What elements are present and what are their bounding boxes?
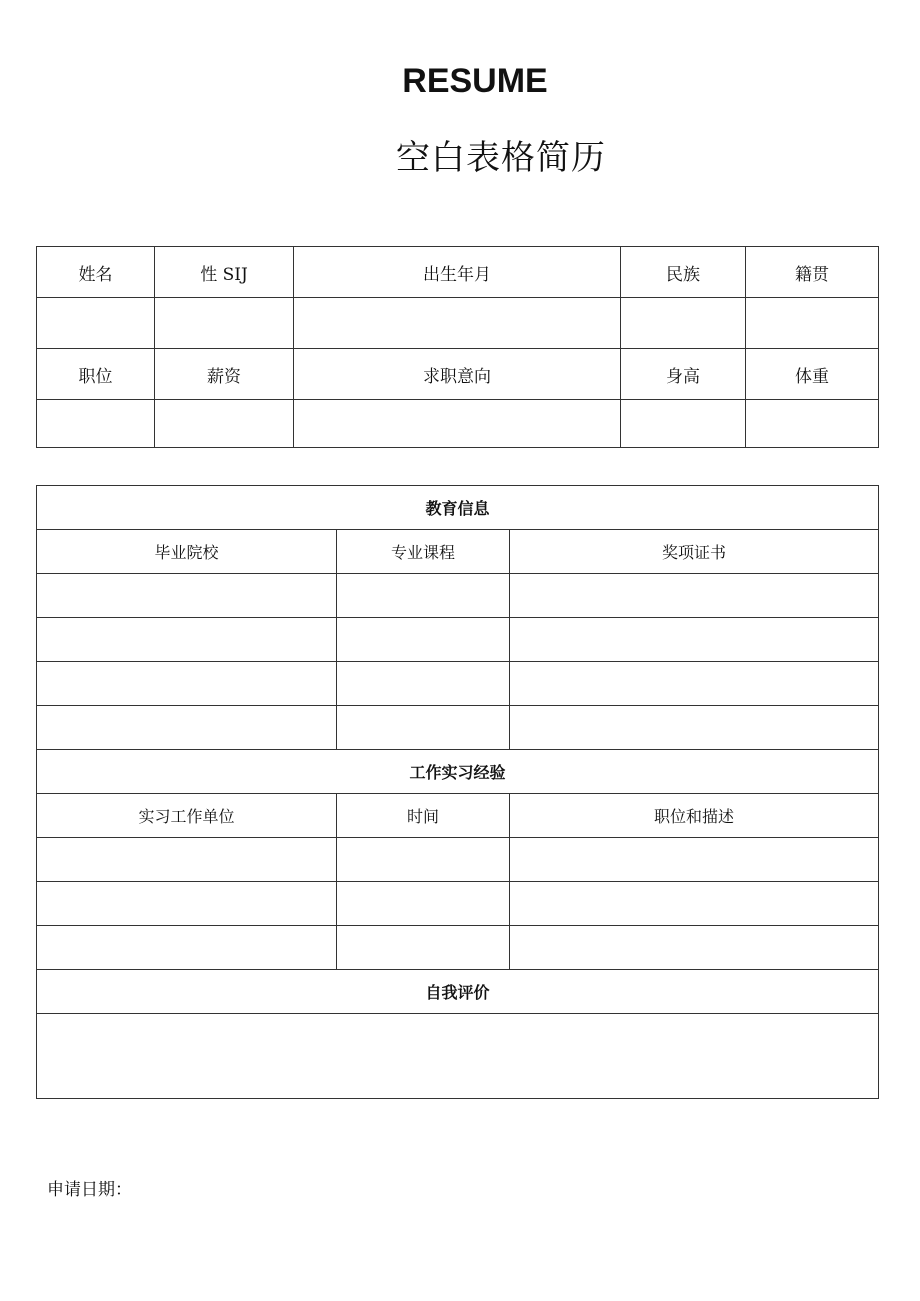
birth-date-value-cell[interactable] xyxy=(294,298,621,349)
education-awards-cell[interactable] xyxy=(510,706,879,750)
job-intention-label: 求职意向 xyxy=(294,349,621,400)
ethnicity-label: 民族 xyxy=(621,247,746,298)
work-time-cell[interactable] xyxy=(337,838,510,882)
education-major-cell[interactable] xyxy=(337,618,510,662)
basic-info-label-row-1 xyxy=(37,247,879,298)
education-header-awards: 奖项证书 xyxy=(510,530,879,574)
native-place-value-cell[interactable] xyxy=(746,298,879,349)
education-section-title: 教育信息 xyxy=(37,486,879,530)
resume-title-cn: 空白表格简历 xyxy=(396,138,606,178)
education-major-cell[interactable] xyxy=(337,574,510,618)
gender-label xyxy=(155,247,294,298)
job-intention-value-cell[interactable] xyxy=(294,400,621,448)
gender-label-suffix: SIJ xyxy=(222,264,248,285)
resume-title-en: RESUME xyxy=(402,62,548,100)
name-value-cell[interactable] xyxy=(37,298,155,349)
basic-info-value-row-1 xyxy=(37,298,879,349)
self-eval-section-title: 自我评价 xyxy=(37,970,879,1014)
self-eval-text-cell[interactable] xyxy=(37,1014,879,1099)
basic-info-value-row-2 xyxy=(37,400,879,448)
height-value-cell[interactable] xyxy=(621,400,746,448)
work-description-cell[interactable] xyxy=(510,926,879,970)
work-description-cell[interactable] xyxy=(510,838,879,882)
work-section-title: 工作实习经验 xyxy=(37,750,879,794)
work-row xyxy=(37,926,879,970)
work-company-cell[interactable] xyxy=(37,926,337,970)
self-eval-body-row xyxy=(37,1014,879,1099)
education-awards-cell[interactable] xyxy=(510,662,879,706)
work-company-cell[interactable] xyxy=(37,838,337,882)
education-row xyxy=(37,618,879,662)
native-place-label: 籍贯 xyxy=(746,247,879,298)
self-eval-section-row xyxy=(37,970,879,1014)
education-school-cell[interactable] xyxy=(37,706,337,750)
position-value-cell[interactable] xyxy=(37,400,155,448)
education-school-cell[interactable] xyxy=(37,574,337,618)
education-header-row xyxy=(37,530,879,574)
work-time-cell[interactable] xyxy=(337,926,510,970)
position-label: 职位 xyxy=(37,349,155,400)
work-time-cell[interactable] xyxy=(337,882,510,926)
ethnicity-value-cell[interactable] xyxy=(621,298,746,349)
education-section-row xyxy=(37,486,879,530)
education-major-cell[interactable] xyxy=(337,662,510,706)
education-awards-cell[interactable] xyxy=(510,574,879,618)
education-school-cell[interactable] xyxy=(37,618,337,662)
weight-value-cell[interactable] xyxy=(746,400,879,448)
work-header-time: 时间 xyxy=(337,794,510,838)
basic-info-table xyxy=(36,246,879,448)
basic-info-label-row-2 xyxy=(37,349,879,400)
height-label: 身高 xyxy=(621,349,746,400)
work-header-description: 职位和描述 xyxy=(510,794,879,838)
education-row xyxy=(37,574,879,618)
weight-label: 体重 xyxy=(746,349,879,400)
salary-value-cell[interactable] xyxy=(155,400,294,448)
work-row xyxy=(37,882,879,926)
resume-details-table xyxy=(36,485,879,1099)
work-row xyxy=(37,838,879,882)
work-header-company: 实习工作单位 xyxy=(37,794,337,838)
education-awards-cell[interactable] xyxy=(510,618,879,662)
name-label: 姓名 xyxy=(37,247,155,298)
education-school-cell[interactable] xyxy=(37,662,337,706)
work-header-row xyxy=(37,794,879,838)
gender-label-text: 性 xyxy=(200,264,218,285)
education-major-cell[interactable] xyxy=(337,706,510,750)
work-description-cell[interactable] xyxy=(510,882,879,926)
education-row xyxy=(37,662,879,706)
work-company-cell[interactable] xyxy=(37,882,337,926)
gender-value-cell[interactable] xyxy=(155,298,294,349)
education-row xyxy=(37,706,879,750)
apply-date-label: 申请日期： xyxy=(47,1180,132,1200)
work-section-row xyxy=(37,750,879,794)
education-header-school: 毕业院校 xyxy=(37,530,337,574)
salary-label: 薪资 xyxy=(155,349,294,400)
education-header-major: 专业课程 xyxy=(337,530,510,574)
birth-date-label: 出生年月 xyxy=(294,247,621,298)
